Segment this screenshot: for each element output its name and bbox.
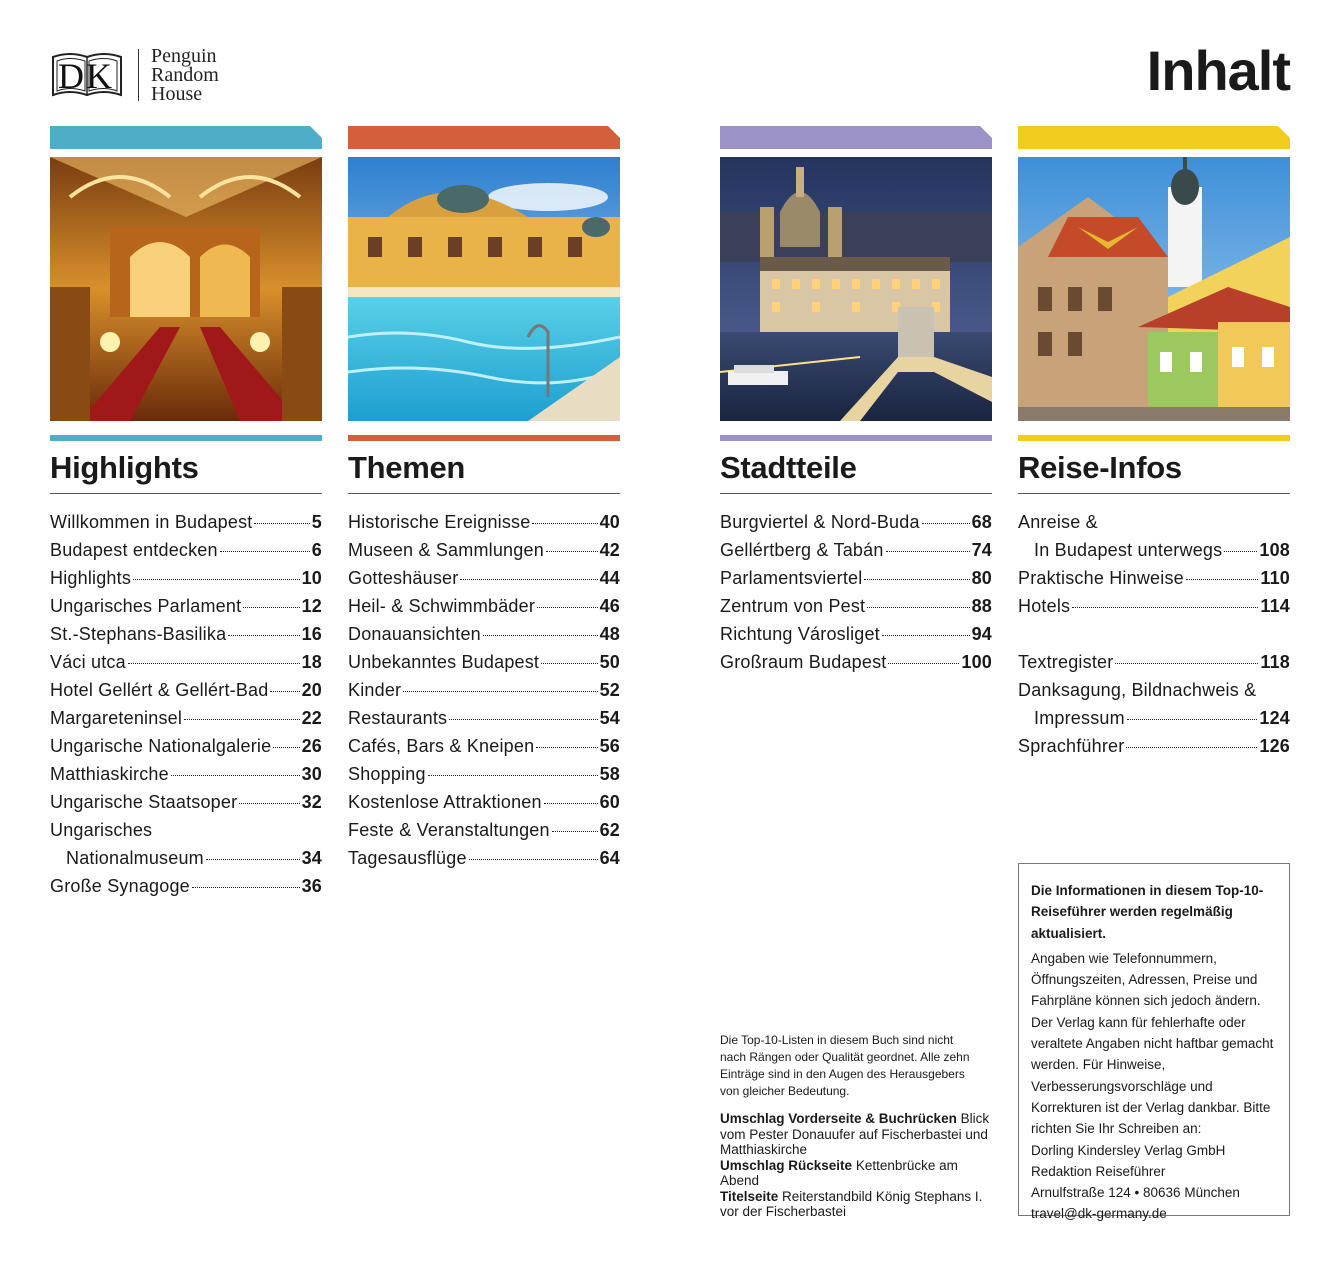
toc-page-number: 64 — [599, 848, 620, 868]
toc-entry-label: Großraum Budapest — [720, 652, 887, 672]
dk-book-logo-icon — [50, 49, 124, 101]
toc-entry[interactable] — [720, 592, 992, 620]
toc-page-number: 56 — [599, 736, 620, 756]
toc-page-number: 88 — [971, 596, 992, 616]
toc-list — [1018, 508, 1290, 760]
credit-text: Blick vom Pester Donauufer auf Fischerbastei und Matthiaskirche — [720, 1111, 990, 1157]
toc-entry-label: Highlights — [50, 568, 132, 588]
leader-dots — [192, 887, 300, 888]
section-photo — [720, 157, 992, 421]
toc-page-number: 6 — [311, 540, 322, 560]
leader-dots — [536, 747, 597, 748]
toc-entry-label: Kostenlose Attraktionen — [348, 792, 542, 812]
address-line: Dorling Kindersley Verlag GmbH — [1031, 1142, 1226, 1158]
toc-entry-label: Gellértberg & Tabán — [720, 540, 884, 560]
imprint-line: Random — [151, 63, 219, 86]
section-stadtteile — [720, 126, 992, 676]
toc-entry-label: Nationalmuseum — [66, 848, 204, 868]
toc-entry[interactable] — [50, 648, 322, 676]
credit-item — [720, 1158, 992, 1189]
toc-page-number: 44 — [599, 568, 620, 588]
toc-entry[interactable] — [1018, 564, 1290, 592]
leader-dots — [270, 691, 299, 692]
toc-page-number: 94 — [971, 624, 992, 644]
section-title: Highlights — [50, 450, 199, 485]
toc-entry-label: Hotels — [1018, 596, 1071, 616]
toc-entry[interactable] — [50, 760, 322, 788]
toc-entry-label: Ungarisches Parlament — [50, 596, 242, 616]
toc-entry[interactable] — [1018, 592, 1290, 620]
toc-entry-label: Kinder — [348, 680, 402, 700]
toc-entry-label: Gotteshäuser — [348, 568, 459, 588]
leader-dots — [922, 523, 970, 524]
toc-entry-label: Sprachführer — [1018, 736, 1125, 756]
section-rule — [720, 493, 992, 494]
section-photo — [50, 157, 322, 421]
ranking-note: Die Top-10-Listen in diesem Buch sind nicht nach Rängen oder Qualität geordnet. Alle zehn Einträge sind in den Augen des Herausgebers von gleicher Bedeutung. — [720, 1033, 970, 1098]
toc-entry-label: Danksagung, Bildnachweis & — [1018, 680, 1257, 700]
toc-entry[interactable] — [348, 788, 620, 816]
toc-list — [50, 508, 322, 900]
toc-entry[interactable] — [348, 732, 620, 760]
section-themen — [348, 126, 620, 872]
leader-dots — [1224, 551, 1257, 552]
toc-page-number: 32 — [301, 792, 322, 812]
toc-entry[interactable] — [348, 648, 620, 676]
toc-entry-label: Große Synagoge — [50, 876, 190, 896]
toc-entry-label: Shopping — [348, 764, 426, 784]
leader-dots — [428, 775, 598, 776]
section-title: Reise-Infos — [1018, 450, 1182, 485]
toc-entry-label: Ungarische Nationalgalerie — [50, 736, 272, 756]
leader-dots — [273, 747, 299, 748]
toc-entry-label: Feste & Veranstaltungen — [348, 820, 550, 840]
toc-page-number: 52 — [599, 680, 620, 700]
toc-page-number: 80 — [971, 568, 992, 588]
toc-page-number: 62 — [599, 820, 620, 840]
toc-entry-label: St.-Stephans-Basilika — [50, 624, 227, 644]
leader-dots — [171, 775, 300, 776]
leader-dots — [128, 663, 300, 664]
toc-entry-label: Parlamentsviertel — [720, 568, 863, 588]
toc-page-number: 12 — [301, 596, 322, 616]
toc-entry-label: Cafés, Bars & Kneipen — [348, 736, 535, 756]
leader-dots — [403, 691, 597, 692]
toc-spacer — [1018, 620, 1290, 648]
toc-list — [720, 508, 992, 676]
toc-entry-label: In Budapest unterwegs — [1034, 540, 1223, 560]
toc-entry-label: Heil- & Schwimmbäder — [348, 596, 536, 616]
section-photo — [348, 157, 620, 421]
toc-entry-label: Budapest entdecken — [50, 540, 218, 560]
toc-entry[interactable] — [720, 508, 992, 536]
toc-entry[interactable] — [348, 536, 620, 564]
imprint-line: Penguin — [151, 44, 217, 67]
toc-entry-label: Restaurants — [348, 708, 448, 728]
toc-page-number: 40 — [599, 512, 620, 532]
toc-entry[interactable] — [50, 620, 322, 648]
toc-entry-label: Zentrum von Pest — [720, 596, 866, 616]
credit-text: Reiterstandbild König Stephans I. vor der Fischerbastei — [720, 1188, 983, 1219]
toc-entry-label: Tagesausflüge — [348, 848, 467, 868]
toc-page-number: 26 — [301, 736, 322, 756]
credit-text: Kettenbrücke am Abend — [720, 1157, 958, 1188]
toc-page-number: 18 — [301, 652, 322, 672]
leader-dots — [886, 551, 970, 552]
leader-dots — [1127, 719, 1258, 720]
leader-dots — [243, 607, 299, 608]
toc-entry-label: Ungarisches — [50, 820, 153, 840]
section-color-bar — [348, 435, 620, 441]
toc-page-number: 42 — [599, 540, 620, 560]
toc-page-number: 34 — [301, 848, 322, 868]
leader-dots — [184, 719, 300, 720]
toc-entry[interactable] — [50, 816, 322, 872]
section-photo — [1018, 157, 1290, 421]
imprint-line: House — [151, 82, 203, 105]
leader-dots — [546, 551, 598, 552]
toc-page-number: 16 — [301, 624, 322, 644]
toc-entry-label: Textregister — [1018, 652, 1114, 672]
leader-dots — [864, 579, 969, 580]
toc-entry-label: Margareteninsel — [50, 708, 183, 728]
leader-dots — [532, 523, 597, 524]
toc-page-number: 108 — [1259, 540, 1290, 560]
section-title: Stadtteile — [720, 450, 857, 485]
address-line: Arnulfstraße 124 • 80636 München — [1031, 1185, 1240, 1201]
toc-entry-label: Richtung Városliget — [720, 624, 880, 644]
credit-label: Umschlag Rückseite — [720, 1157, 853, 1173]
toc-page-number: 10 — [301, 568, 322, 588]
email-link[interactable]: travel@dk-germany.de — [1031, 1206, 1167, 1222]
toc-entry[interactable] — [348, 620, 620, 648]
leader-dots — [1186, 579, 1258, 580]
toc-page-number: 5 — [311, 512, 322, 532]
section-rule — [50, 493, 322, 494]
leader-dots — [867, 607, 969, 608]
section-highlights — [50, 126, 322, 900]
leader-dots — [133, 579, 300, 580]
toc-page-number: 124 — [1259, 708, 1290, 728]
leader-dots — [882, 635, 970, 636]
toc-entry[interactable] — [1018, 508, 1290, 564]
leader-dots — [1072, 607, 1258, 608]
toc-entry[interactable] — [1018, 648, 1290, 676]
credit-label: Titelseite — [720, 1188, 779, 1204]
toc-entry[interactable] — [1018, 676, 1290, 732]
toc-entry[interactable] — [348, 508, 620, 536]
credit-item — [720, 1111, 992, 1158]
toc-entry[interactable] — [348, 760, 620, 788]
toc-entry[interactable] — [348, 676, 620, 704]
section-color-bar — [720, 435, 992, 441]
toc-entry[interactable] — [348, 704, 620, 732]
section-rule — [348, 493, 620, 494]
cover-credits — [720, 1111, 992, 1220]
toc-entry[interactable] — [720, 536, 992, 564]
toc-page-number: 126 — [1259, 736, 1290, 756]
toc-entry-label: Anreise & — [1018, 512, 1098, 532]
toc-page-number: 58 — [599, 764, 620, 784]
toc-entry-label: Matthiaskirche — [50, 764, 169, 784]
leader-dots — [483, 635, 598, 636]
toc-page-number: 110 — [1260, 568, 1290, 588]
leader-dots — [537, 607, 598, 608]
toc-page-number: 20 — [301, 680, 322, 700]
toc-entry-label: Museen & Sammlungen — [348, 540, 544, 560]
leader-dots — [460, 579, 597, 580]
update-info-box — [1018, 863, 1290, 1222]
toc-entry-label: Donauansichten — [348, 624, 481, 644]
leader-dots — [254, 523, 309, 524]
section-title: Themen — [348, 450, 466, 485]
credit-item — [720, 1189, 992, 1220]
toc-entry[interactable] — [348, 592, 620, 620]
section-color-tab — [720, 126, 992, 149]
toc-entry[interactable] — [720, 564, 992, 592]
leader-dots — [228, 635, 299, 636]
leader-dots — [1126, 747, 1257, 748]
toc-entry-label: Burgviertel & Nord-Buda — [720, 512, 920, 532]
leader-dots — [541, 663, 597, 664]
section-color-bar — [1018, 435, 1290, 441]
toc-entry[interactable] — [50, 704, 322, 732]
leader-dots — [544, 803, 598, 804]
toc-entry-label: Hotel Gellért & Gellért-Bad — [50, 680, 269, 700]
toc-entry[interactable] — [1018, 732, 1290, 760]
info-body: Angaben wie Telefonnummern, Öffnungszeiten, Adressen, Preise und Fahrpläne können sich jedoch ändern. Der Verlag kann für fehlerhafte oder veraltete Angaben nicht haftbar gemacht werden. Für Hinweise, Verbesserungsvorschläge und Korrekturen ist der Verlag dankbar. Bitte richten Sie Ihr Schreiben an: — [1031, 950, 1274, 1137]
leader-dots — [449, 719, 597, 720]
toc-list — [348, 508, 620, 872]
section-color-tab — [50, 126, 322, 149]
toc-entry[interactable] — [348, 564, 620, 592]
toc-entry[interactable] — [50, 788, 322, 816]
toc-entry-label: Historische Ereignisse — [348, 512, 531, 532]
leader-dots — [206, 859, 300, 860]
toc-entry-label: Impressum — [1034, 708, 1125, 728]
toc-entry-label: Praktische Hinweise — [1018, 568, 1184, 588]
section-color-tab — [348, 126, 620, 149]
section-color-bar — [50, 435, 322, 441]
dk-letters: DK — [58, 56, 114, 96]
toc-entry[interactable] — [50, 592, 322, 620]
toc-entry-label: Váci utca — [50, 652, 126, 672]
toc-page-number: 22 — [301, 708, 322, 728]
toc-entry[interactable] — [50, 508, 322, 536]
leader-dots — [1115, 663, 1258, 664]
toc-entry[interactable] — [348, 816, 620, 844]
toc-entry[interactable] — [50, 676, 322, 704]
toc-entry-label: Ungarische Staatsoper — [50, 792, 238, 812]
leader-dots — [239, 803, 299, 804]
publisher-logo — [50, 44, 219, 105]
toc-page-number: 30 — [301, 764, 322, 784]
section-color-tab — [1018, 126, 1290, 149]
toc-entry[interactable] — [50, 872, 322, 900]
toc-page-number: 68 — [971, 512, 992, 532]
leader-dots — [220, 551, 310, 552]
toc-page-number: 46 — [599, 596, 620, 616]
logo-divider — [138, 49, 139, 101]
leader-dots — [552, 831, 598, 832]
section-rule — [1018, 493, 1290, 494]
leader-dots — [888, 663, 959, 664]
imprint-name — [151, 44, 219, 105]
toc-page-number: 118 — [1260, 652, 1290, 672]
section-reise — [1018, 126, 1290, 760]
toc-entry[interactable] — [720, 648, 992, 676]
toc-page-number: 74 — [971, 540, 992, 560]
toc-entry[interactable] — [50, 536, 322, 564]
toc-page-number: 48 — [599, 624, 620, 644]
toc-page-number: 114 — [1260, 596, 1290, 616]
toc-entry-label: Willkommen in Budapest — [50, 512, 253, 532]
toc-page-number: 36 — [301, 876, 322, 896]
toc-entry[interactable] — [50, 564, 322, 592]
toc-entry[interactable] — [348, 844, 620, 872]
toc-page-number: 50 — [599, 652, 620, 672]
page-title: Inhalt — [1146, 39, 1290, 102]
toc-page-number: 100 — [961, 652, 992, 672]
toc-entry[interactable] — [50, 732, 322, 760]
address-line: Redaktion Reiseführer — [1031, 1163, 1166, 1179]
leader-dots — [469, 859, 598, 860]
info-heading: Die Informationen in diesem Top-10-Reiseführer werden regelmäßig aktualisiert. — [1031, 883, 1264, 941]
credit-label: Umschlag Vorderseite & Buchrücken — [720, 1111, 957, 1126]
toc-page-number: 60 — [599, 792, 620, 812]
toc-entry-label: Unbekanntes Budapest — [348, 652, 540, 672]
toc-entry[interactable] — [720, 620, 992, 648]
toc-page-number: 54 — [599, 708, 620, 728]
